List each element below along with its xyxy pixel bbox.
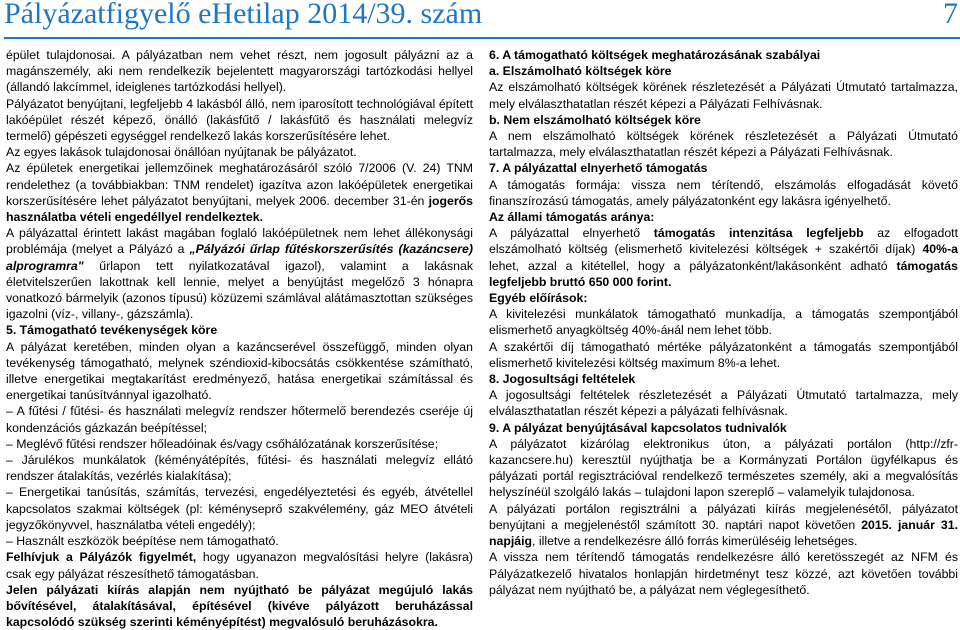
paragraph-l2: Pályázatot benyújtani, legfeljebb 4 lakásból álló, nem iparosított technológiával épített lakóépület részét képező, önálló (lakásfűtő / lakásfűtő és használati melegvíz termelő) gépészeti egységgel rendelkező lakás korszerűsítésére lehet. [6, 96, 473, 144]
right-column [489, 47, 958, 598]
paragraph-l4: Az épületek energetikai jellemzőinek meghatározásáról szóló 7/2006 (V. 24) TNM rendelethez (a továbbiakban: TNM rendelet) igazítva azon lakóépületek energetikai korszerűsítésére lehet pályázatot benyújtani, melyek 2006. december 31-én jogerős használatba vételi engedéllyel rendelkeztek. [6, 161, 473, 225]
publication-title: Pályázatfigyelő eHetilap 2014/39. szám [4, 0, 483, 30]
paragraph-r18: A vissza nem térítendő támogatás rendelkezésre álló keretösszegét az NFM és Pályázatkezelő hivatalos honlapján hirdetményt tesz közzé, azt követően további pályázat nem nyújtható be, a pályázat nem véglegesíthető. [489, 550, 958, 597]
paragraph-r3: Az elszámolható költségek körének részletezését a Pályázati Útmutató tartalmazza, mely elválaszthatatlan részét képezi a Pályázati Felhívásnak. [489, 80, 958, 111]
left-column [6, 47, 473, 630]
paragraph-l3: Az egyes lakások tulajdonosai önállóan nyújtanak be pályázatot. [6, 145, 357, 160]
paragraph-r11: A kivitelezési munkálatok támogatható munkadíja, a támogatás szempontjából elismerhető anyagköltség 40%-áнál nem lehet több. [489, 307, 958, 338]
paragraph-r13: 8. Jogosultsági feltételek [489, 372, 636, 387]
page-header [4, 0, 960, 40]
paragraph-l12: – Használt eszközök beépítése nem támogatható. [6, 534, 279, 549]
paragraph-r1: 6. A támogatható költségek meghatározásának szabályai [489, 48, 821, 62]
paragraph-r8: Az állami támogatás aránya: [489, 210, 655, 225]
paragraph-l8: – A fűtési / fűtési- és használati melegvíz rendszer hőtermelő berendezés cseréje új kondenzációs gázkazán beépítéssel; [6, 404, 473, 435]
paragraph-r16: A pályázatot kizárólag elektronikus úton, a pályázati portálon (http://zfr-kazancsere.hu) keresztül nyújthatja be a Kormányzati Portálon ügyfélkapus és pályázati portál regisztrációval rendelkező természetes személy, aki a megvalósítás helyszínéül szolgáló lakás – tulajdoni lapon szereplő – valamelyik tulajdonosa. [489, 436, 958, 500]
paragraph-r12: A szakértői díj támogatható mértéke pályázatonként a támogatás szempontjából elismerhető kivitelezési költség maximum 8%-a lehet. [489, 339, 958, 370]
paragraph-l1: épület tulajdonosai. A pályázatban nem vehet részt, nem jogosult pályázni az a magánszemély, aki nem rendelkezik bejelentett magyarországi tartózkodási hellyel (állandó lakcímmel, ideiglenes tartózkodási hellyel). [6, 48, 473, 95]
paragraph-r6: 7. A pályázattal elnyerhető támogatás [489, 161, 708, 176]
paragraph-r15: 9. A pályázat benyújtásával kapcsolatos tudnivalók [489, 420, 787, 435]
paragraph-r9: A pályázattal elnyerhető támogatás intenzitása legfeljebb az elfogadott elszámolható költség (elismerhető kivitelezési költségek + szakértői díjak) 40%-a lehet, azzal a kitétellel, hogy a pályázatonként/lakásonként adható támogatás legfeljebb bruttó 650 000 forint. [489, 226, 958, 289]
page-number: 7 [943, 0, 958, 30]
paragraph-l10: – Járulékos munkálatok (kéményátépítés, fűtési- és használati melegvíz ellátó rendszer átalakítás, vezérlés kialakítása); [6, 453, 473, 484]
paragraph-l6: 5. Támogatható tevékenységek köre [6, 323, 218, 338]
paragraph-r2: a. Elszámolható költségek köre [489, 64, 672, 79]
header-divider [4, 37, 960, 39]
paragraph-r17: A pályázati portálon regisztrálni a pályázati kiírás megjelenésétől, pályázatot benyújtani a megjelenéstől számított 30. naptári napot követően 2015. január 31. napjáig, illetve a rendelkezésre álló forrás kimerüléséig lehetséges. [489, 501, 958, 549]
paragraph-r14: A jogosultsági feltételek részletezését a Pályázati Útmutató tartalmazza, mely elválaszthatatlan részét képezi a pályázati felhívásnak. [489, 388, 958, 419]
paragraph-l13: Felhívjuk a Pályázók figyelmét, hogy ugyanazon megvalósítási helyre (lakásra) csak egy pályázat részesíthető támogatásban. [6, 550, 473, 581]
paragraph-l9: – Meglévő fűtési rendszer hőleadóinak és/vagy csőhálózatának korszerűsítése; [6, 436, 439, 451]
paragraph-l11: – Energetikai tanúsítás, számítás, tervezési, engedélyeztetési és egyéb, átvétellel kapcsolatos szakmai költségek (pl: kéményseprő szakvélemény, gáz MEO átvételi jegyzőkönyvvel, használatba vételi engedély); [6, 485, 473, 532]
paragraph-r10: Egyéb előírások: [489, 291, 588, 306]
paragraph-r7: A támogatás formája: vissza nem térítendő, elszámolás elfogadását követő finanszírozású támogatás, amely pályázatonként egy lakásra igényelhető. [489, 177, 958, 208]
paragraph-r4: b. Nem elszámolható költségek köre [489, 112, 701, 127]
paragraph-l5: A pályázattal érintett lakást magában foglaló lakóépületnek nem lehet állékonysági problémája (melyet a Pályázó a „Pályázói űrlap fűtéskorszerűsítés (kazáncsere) alprogramra" űrlapon tett nyilatkozatával igazol), valamint a lakásnak életvitelszerűen lakottnak kell lennie, melyet a benyújtást megelőző 3 hónapra vonatkozó bármelyik (azonos típusú) közüzemi számlával alátámasztottan szükséges igazolni (víz-, villany-, gázszámla). [6, 226, 473, 322]
paragraph-l7: A pályázat keretében, minden olyan a kazáncserével összefüggő, minden olyan tevékenység támogatható, melynek széndioxid-kibocsátás csökkentése számítható, illetve energetikai megtakarítást eredményező, hatása energetikai számítással és energetikai tanúsítvánnyal igazolható. [6, 339, 473, 403]
paragraph-l14: Jelen pályázati kiírás alapján nem nyújtható be pályázat megújuló lakás bővítésével, átalakításával, építésével (kivéve pályázott beruházással kapcsolódó szükség szerinti kéményépítést) megvalósuló beruházásokra. [6, 582, 473, 630]
paragraph-r5: A nem elszámolható költségek körének részletezését a Pályázati Útmutató tartalmazza, mely elválaszthatatlan részét képezi a Pályázati Felhívásnak. [489, 129, 958, 160]
